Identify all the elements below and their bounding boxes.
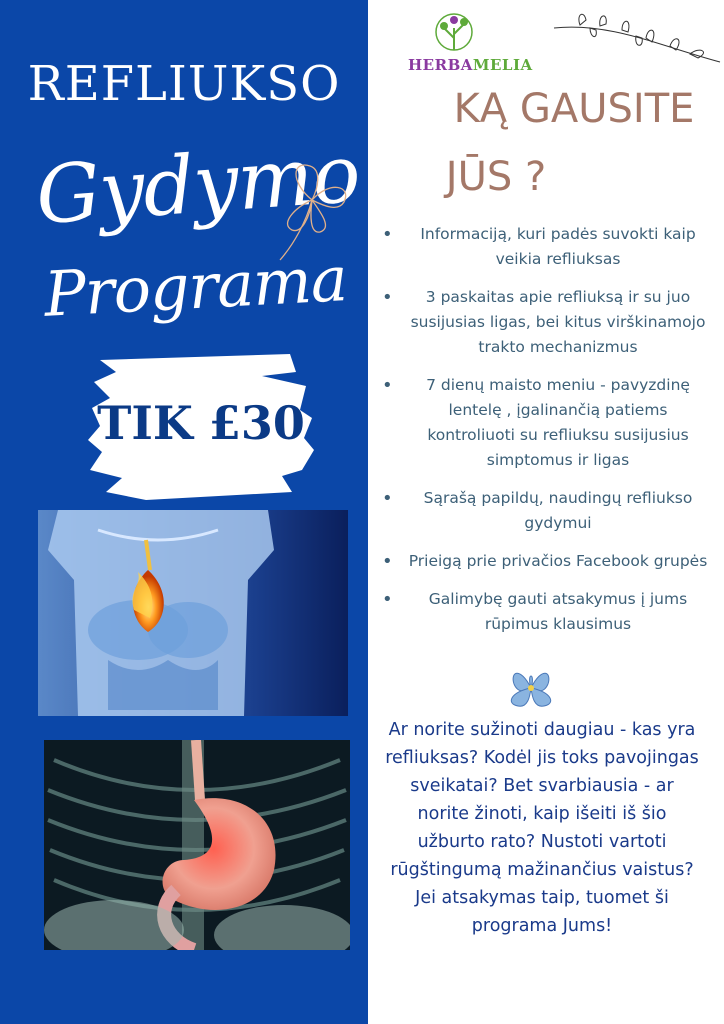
torso-heartburn-illustration	[38, 510, 348, 716]
floral-branch-decoration	[550, 6, 722, 72]
benefit-item: • Sąrašą papildų, naudingų refliukso gydymui	[368, 486, 724, 536]
benefit-item: • 3 paskaitas apie refliuksą ir su juo susijusias ligas, bei kitus virškinamojo trakto mechanizmus	[368, 285, 724, 360]
stomach-xray-illustration	[44, 740, 350, 950]
call-to-action-text: Ar norite sužinoti daugiau - kas yra refliuksas? Kodėl jis toks pavojingas sveikatai? Bet svarbiausia - ar norite žinoti, kaip išeiti iš šio užburto rato? Nustoti vartoti rūgštingumą mažinančius vaistus? Jei atsakymas taip, tuomet ši programa Jums!	[385, 720, 699, 936]
benefit-item: • 7 dienų maisto meniu - pavyzdinę lentelę , įgalinančią patiems kontroliuoti su refliuksu susijusius simptomus ir ligas	[368, 373, 724, 473]
brand-name-part1: HERBA	[408, 56, 473, 74]
price-label: TIK £30	[97, 396, 305, 450]
benefit-item: • Prieigą prie privačios Facebook grupės	[368, 549, 724, 574]
benefit-item: • Informaciją, kuri padės suvokti kaip veikia refliuksas	[368, 222, 724, 272]
heading-line-2: JŪS ?	[445, 154, 547, 200]
benefits-list	[368, 222, 724, 637]
blue-flower-icon	[500, 662, 562, 712]
gydymo-script-title: Gydymo	[33, 126, 363, 243]
right-white-panel	[368, 0, 724, 1024]
heading-line-1: KĄ GAUSITE	[453, 86, 695, 132]
brand-name-part2: MELIA	[472, 56, 533, 74]
benefit-item: • Galimybę gauti atsakymus į jums rūpimus klausimus	[368, 587, 724, 637]
refliukso-title: REFLIUKSO	[27, 56, 341, 112]
brand-name	[408, 56, 533, 74]
programa-script-title: Programa	[42, 242, 349, 331]
